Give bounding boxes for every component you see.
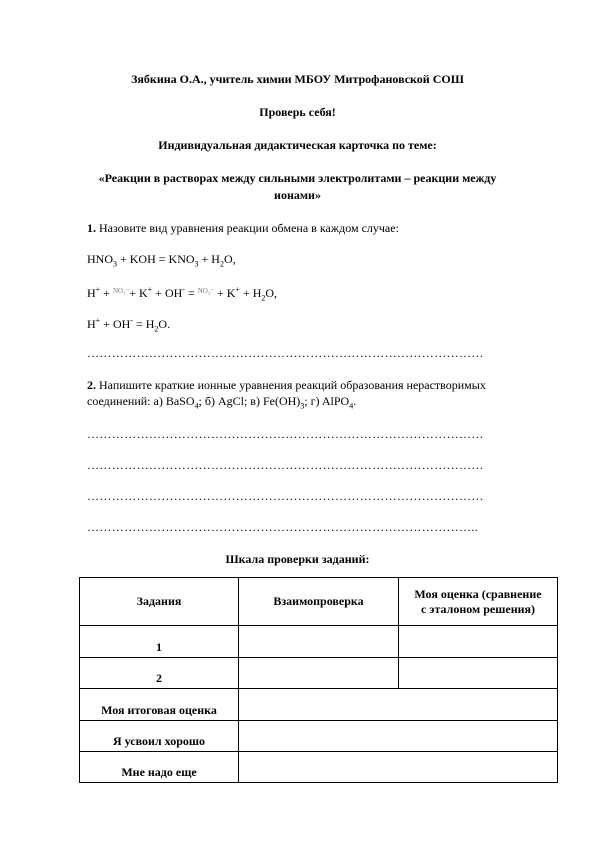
task2-number: 2. <box>87 378 96 392</box>
need-more-cell[interactable] <box>239 752 558 783</box>
task2-question-line2 <box>87 394 356 410</box>
eq1-sub: 2 <box>219 259 224 269</box>
task2-text: Напишите краткие ионные уравнения реакций образования нерастворимых <box>99 378 486 392</box>
eq2-sub: 2 <box>261 293 266 303</box>
row-task-1: 1 <box>80 626 239 658</box>
answer-line[interactable]: ………………………………………………………………………………….. <box>87 520 479 534</box>
scale-title: Шкала проверки заданий: <box>225 552 370 566</box>
row-learned-well: Я усвоил хорошо <box>80 721 239 752</box>
row-task-2: 2 <box>80 658 239 689</box>
learned-well-cell[interactable] <box>239 721 558 752</box>
card-subtitle: Индивидуальная дидактическая карточка по теме: <box>158 138 437 152</box>
eq3-part: + OH <box>100 317 131 331</box>
table-header-row <box>80 578 558 626</box>
task2-part: ; б) AgCl; в) Fe(OH) <box>198 394 301 408</box>
grade-table <box>79 577 558 783</box>
task2-sub: 4 <box>194 401 199 411</box>
header-self-grade-line1: Моя оценка (сравнение <box>414 586 542 601</box>
topic-line-1: «Реакции в растворах между сильными электролитами – реакции между <box>98 171 497 185</box>
row-need-more: Мне надо еще <box>80 752 239 783</box>
equation-full-ionic <box>87 285 277 302</box>
eq2-sup: + <box>95 285 101 294</box>
eq1-part: O, <box>223 252 236 266</box>
task1-text: Назовите вид уравнения реакции обмена в каждом случае: <box>99 221 399 235</box>
nitrate-ion-faint: NO₃⁻ <box>112 287 130 295</box>
eq2-sup: - <box>182 285 185 294</box>
answer-line[interactable]: …………………………………………………………………………………… <box>87 346 484 360</box>
topic-line-2: ионами» <box>274 188 321 202</box>
task2-question-line1 <box>87 378 486 393</box>
table-row <box>80 626 558 658</box>
table-row <box>80 689 558 721</box>
task2-sub: 3 <box>300 401 305 411</box>
answer-line[interactable]: …………………………………………………………………………………… <box>87 427 484 441</box>
eq2-part: + OH <box>152 286 183 300</box>
eq3-sup: - <box>130 316 133 325</box>
eq1-sub: 3 <box>113 259 117 269</box>
task2-sub: 4 <box>349 401 354 411</box>
eq1-sub: 3 <box>194 259 199 269</box>
eq1-part: + KOH = KNO <box>117 252 195 266</box>
task2-part: ; г) AlPO <box>304 394 350 408</box>
eq3-part: = H <box>132 317 155 331</box>
eq3-part: O. <box>158 317 171 331</box>
eq2-part: + K <box>129 286 148 300</box>
task1-question <box>87 221 399 236</box>
answer-line[interactable]: …………………………………………………………………………………… <box>87 458 484 472</box>
eq2-part: + H <box>239 286 262 300</box>
eq3-sub: 2 <box>154 324 159 334</box>
eq2-sup: + <box>147 285 153 294</box>
table-row <box>80 721 558 752</box>
final-grade-cell[interactable] <box>239 689 558 721</box>
nitrate-ion-faint: NO₃⁻ <box>197 287 214 295</box>
peer-check-cell[interactable] <box>239 626 399 658</box>
answer-line[interactable]: …………………………………………………………………………………… <box>87 489 484 503</box>
header-peer-check: Взаимопроверка <box>239 578 399 626</box>
header-self-grade-line2: с эталоном решения) <box>420 601 536 616</box>
eq1-part: + H <box>198 252 220 266</box>
self-grade-cell[interactable] <box>399 626 558 658</box>
header-self-grade <box>399 578 558 626</box>
row-final-grade: Моя итоговая оценка <box>80 689 239 721</box>
task1-number: 1. <box>87 221 96 235</box>
equation-short-ionic <box>87 316 170 333</box>
author-line: Зябкина О.А., учитель химии МБОУ Митрофановской СОШ <box>131 72 464 86</box>
task2-part: . <box>353 394 357 408</box>
page-title: Проверь себя! <box>259 105 336 119</box>
eq2-part: H <box>87 286 96 300</box>
eq2-part: = <box>184 286 198 300</box>
eq2-sup: + <box>235 285 240 294</box>
eq3-sup: + <box>95 316 101 325</box>
eq2-part: + <box>100 286 113 300</box>
header-tasks: Задания <box>80 578 239 626</box>
equation-molecular <box>87 252 236 268</box>
eq1-part: HNO <box>87 252 113 266</box>
peer-check-cell[interactable] <box>239 658 399 689</box>
task2-part: соединений: а) BaSO <box>87 394 195 408</box>
eq3-part: H <box>87 317 96 331</box>
self-grade-cell[interactable] <box>399 658 558 689</box>
table-row <box>80 658 558 689</box>
eq2-part: + K <box>213 286 236 300</box>
eq2-part: O, <box>265 286 278 300</box>
table-row <box>80 752 558 783</box>
